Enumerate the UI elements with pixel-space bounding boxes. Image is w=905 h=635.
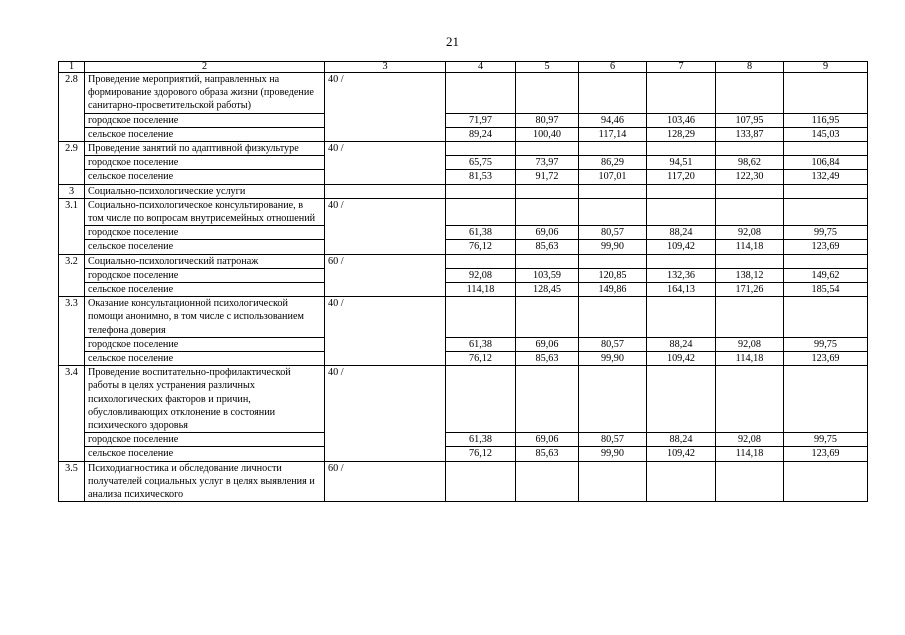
value-cell: 88,24 — [647, 433, 716, 447]
settlement-type: сельское поселение — [85, 170, 325, 184]
empty-cell — [579, 198, 647, 225]
value-cell: 61,38 — [446, 433, 516, 447]
empty-cell — [784, 366, 868, 433]
column-number-row — [59, 62, 868, 73]
value-cell: 99,75 — [784, 433, 868, 447]
section-title: Оказание консультационной психологической помощи анонимно, в том числе с использованием телефона доверия — [85, 297, 325, 338]
section-title: Социально-психологические услуги — [85, 184, 325, 198]
value-cell: 106,84 — [784, 156, 868, 170]
empty-cell — [647, 198, 716, 225]
empty-cell — [784, 73, 868, 114]
section-number: 3.1 — [59, 198, 85, 254]
value-cell: 138,12 — [716, 268, 784, 282]
section-row — [59, 297, 868, 338]
value-cell: 114,18 — [716, 240, 784, 254]
value-cell: 99,75 — [784, 226, 868, 240]
value-cell: 120,85 — [579, 268, 647, 282]
section-row — [59, 254, 868, 268]
value-cell: 114,18 — [716, 352, 784, 366]
section-number: 3.2 — [59, 254, 85, 297]
empty-cell — [784, 184, 868, 198]
value-cell: 99,90 — [579, 240, 647, 254]
settlement-type: городское поселение — [85, 156, 325, 170]
table-row — [59, 337, 868, 351]
value-cell: 117,20 — [647, 170, 716, 184]
empty-cell — [647, 366, 716, 433]
empty-cell — [716, 184, 784, 198]
value-cell: 76,12 — [446, 240, 516, 254]
value-cell: 132,49 — [784, 170, 868, 184]
empty-cell — [446, 366, 516, 433]
section-rate: 40 / — [325, 297, 446, 366]
column-number: 5 — [516, 62, 579, 73]
value-cell: 149,62 — [784, 268, 868, 282]
value-cell: 107,95 — [716, 113, 784, 127]
section-row — [59, 198, 868, 225]
section-row — [59, 366, 868, 433]
value-cell: 164,13 — [647, 283, 716, 297]
value-cell: 145,03 — [784, 127, 868, 141]
table-row — [59, 352, 868, 366]
value-cell: 69,06 — [516, 433, 579, 447]
table-row — [59, 170, 868, 184]
column-number: 9 — [784, 62, 868, 73]
value-cell: 149,86 — [579, 283, 647, 297]
value-cell: 88,24 — [647, 337, 716, 351]
empty-cell — [647, 297, 716, 338]
empty-cell — [446, 198, 516, 225]
value-cell: 92,08 — [446, 268, 516, 282]
section-row — [59, 184, 868, 198]
empty-cell — [784, 254, 868, 268]
value-cell: 91,72 — [516, 170, 579, 184]
column-number: 4 — [446, 62, 516, 73]
section-title: Проведение мероприятий, направленных на формирование здорового образа жизни (проведение санитарно-просветительской работы) — [85, 73, 325, 114]
value-cell: 100,40 — [516, 127, 579, 141]
column-number: 3 — [325, 62, 446, 73]
value-cell: 109,42 — [647, 352, 716, 366]
value-cell: 123,69 — [784, 352, 868, 366]
value-cell: 94,46 — [579, 113, 647, 127]
value-cell: 109,42 — [647, 447, 716, 461]
empty-cell — [579, 366, 647, 433]
empty-cell — [647, 142, 716, 156]
empty-cell — [516, 198, 579, 225]
value-cell: 103,59 — [516, 268, 579, 282]
empty-cell — [516, 254, 579, 268]
empty-cell — [716, 297, 784, 338]
settlement-type: сельское поселение — [85, 352, 325, 366]
value-cell: 92,08 — [716, 337, 784, 351]
empty-cell — [446, 73, 516, 114]
column-number: 1 — [59, 62, 85, 73]
table-row — [59, 433, 868, 447]
value-cell: 61,38 — [446, 337, 516, 351]
section-rate: 40 / — [325, 73, 446, 142]
value-cell: 80,57 — [579, 433, 647, 447]
empty-cell — [579, 142, 647, 156]
empty-cell — [516, 184, 579, 198]
section-title: Социально-психологический патронаж — [85, 254, 325, 268]
column-number: 7 — [647, 62, 716, 73]
settlement-type: городское поселение — [85, 226, 325, 240]
column-number: 8 — [716, 62, 784, 73]
value-cell: 117,14 — [579, 127, 647, 141]
value-cell: 128,29 — [647, 127, 716, 141]
section-title: Проведение воспитательно-профилактической работы в целях устранения различных психологических факторов и причин, обусловливающих отклонение в состоянии психического здоровья — [85, 366, 325, 433]
section-row — [59, 73, 868, 114]
empty-cell — [516, 73, 579, 114]
empty-cell — [446, 461, 516, 502]
empty-cell — [516, 297, 579, 338]
value-cell: 114,18 — [716, 447, 784, 461]
table-row — [59, 226, 868, 240]
value-cell: 76,12 — [446, 447, 516, 461]
section-title: Психодиагностика и обследование личности получателей социальных услуг в целях выявления и анализа психического — [85, 461, 325, 502]
empty-cell — [647, 73, 716, 114]
empty-cell — [446, 254, 516, 268]
table-row — [59, 127, 868, 141]
value-cell: 80,97 — [516, 113, 579, 127]
value-cell: 85,63 — [516, 352, 579, 366]
value-cell: 81,53 — [446, 170, 516, 184]
value-cell: 171,26 — [716, 283, 784, 297]
table-body — [59, 62, 868, 502]
empty-cell — [784, 198, 868, 225]
value-cell: 99,90 — [579, 447, 647, 461]
empty-cell — [647, 461, 716, 502]
section-title: Социально-психологическое консультирование, в том числе по вопросам внутрисемейных отношений — [85, 198, 325, 225]
empty-cell — [784, 461, 868, 502]
table-row — [59, 156, 868, 170]
value-cell: 114,18 — [446, 283, 516, 297]
empty-cell — [579, 461, 647, 502]
value-cell: 132,36 — [647, 268, 716, 282]
value-cell: 89,24 — [446, 127, 516, 141]
section-rate — [325, 184, 446, 198]
settlement-type: городское поселение — [85, 337, 325, 351]
value-cell: 85,63 — [516, 447, 579, 461]
empty-cell — [716, 73, 784, 114]
value-cell: 123,69 — [784, 240, 868, 254]
settlement-type: сельское поселение — [85, 447, 325, 461]
empty-cell — [446, 142, 516, 156]
value-cell: 86,29 — [579, 156, 647, 170]
section-row — [59, 461, 868, 502]
empty-cell — [784, 297, 868, 338]
column-number: 6 — [579, 62, 647, 73]
empty-cell — [579, 184, 647, 198]
value-cell: 71,97 — [446, 113, 516, 127]
value-cell: 61,38 — [446, 226, 516, 240]
section-number: 3.3 — [59, 297, 85, 366]
empty-cell — [579, 297, 647, 338]
section-number: 3 — [59, 184, 85, 198]
value-cell: 80,57 — [579, 226, 647, 240]
value-cell: 107,01 — [579, 170, 647, 184]
empty-cell — [446, 297, 516, 338]
value-cell: 88,24 — [647, 226, 716, 240]
empty-cell — [716, 142, 784, 156]
empty-cell — [579, 73, 647, 114]
value-cell: 185,54 — [784, 283, 868, 297]
settlement-type: городское поселение — [85, 113, 325, 127]
value-cell: 116,95 — [784, 113, 868, 127]
value-cell: 65,75 — [446, 156, 516, 170]
value-cell: 85,63 — [516, 240, 579, 254]
section-number: 2.9 — [59, 142, 85, 185]
table-row — [59, 113, 868, 127]
section-number: 3.4 — [59, 366, 85, 461]
value-cell: 92,08 — [716, 433, 784, 447]
empty-cell — [647, 254, 716, 268]
value-cell: 76,12 — [446, 352, 516, 366]
table-row — [59, 268, 868, 282]
empty-cell — [716, 254, 784, 268]
value-cell: 103,46 — [647, 113, 716, 127]
empty-cell — [716, 366, 784, 433]
section-title: Проведение занятий по адаптивной физкультуре — [85, 142, 325, 156]
tariff-table — [58, 61, 868, 502]
value-cell: 123,69 — [784, 447, 868, 461]
section-rate: 60 / — [325, 254, 446, 297]
value-cell: 80,57 — [579, 337, 647, 351]
column-number: 2 — [85, 62, 325, 73]
settlement-type: сельское поселение — [85, 127, 325, 141]
value-cell: 133,87 — [716, 127, 784, 141]
value-cell: 122,30 — [716, 170, 784, 184]
empty-cell — [579, 254, 647, 268]
section-rate: 40 / — [325, 198, 446, 254]
settlement-type: городское поселение — [85, 433, 325, 447]
section-row — [59, 142, 868, 156]
settlement-type: городское поселение — [85, 268, 325, 282]
table-row — [59, 447, 868, 461]
value-cell: 99,75 — [784, 337, 868, 351]
empty-cell — [716, 198, 784, 225]
value-cell: 92,08 — [716, 226, 784, 240]
settlement-type: сельское поселение — [85, 240, 325, 254]
value-cell: 109,42 — [647, 240, 716, 254]
empty-cell — [516, 142, 579, 156]
empty-cell — [516, 461, 579, 502]
page-number: 21 — [446, 34, 459, 49]
value-cell: 73,97 — [516, 156, 579, 170]
value-cell: 99,90 — [579, 352, 647, 366]
section-number: 2.8 — [59, 73, 85, 142]
section-rate: 40 / — [325, 142, 446, 185]
settlement-type: сельское поселение — [85, 283, 325, 297]
empty-cell — [784, 142, 868, 156]
table-row — [59, 240, 868, 254]
table-row — [59, 283, 868, 297]
empty-cell — [446, 184, 516, 198]
value-cell: 69,06 — [516, 337, 579, 351]
value-cell: 94,51 — [647, 156, 716, 170]
value-cell: 128,45 — [516, 283, 579, 297]
empty-cell — [716, 461, 784, 502]
value-cell: 69,06 — [516, 226, 579, 240]
empty-cell — [516, 366, 579, 433]
section-rate: 40 / — [325, 366, 446, 461]
section-number: 3.5 — [59, 461, 85, 502]
section-rate: 60 / — [325, 461, 446, 502]
empty-cell — [647, 184, 716, 198]
value-cell: 98,62 — [716, 156, 784, 170]
